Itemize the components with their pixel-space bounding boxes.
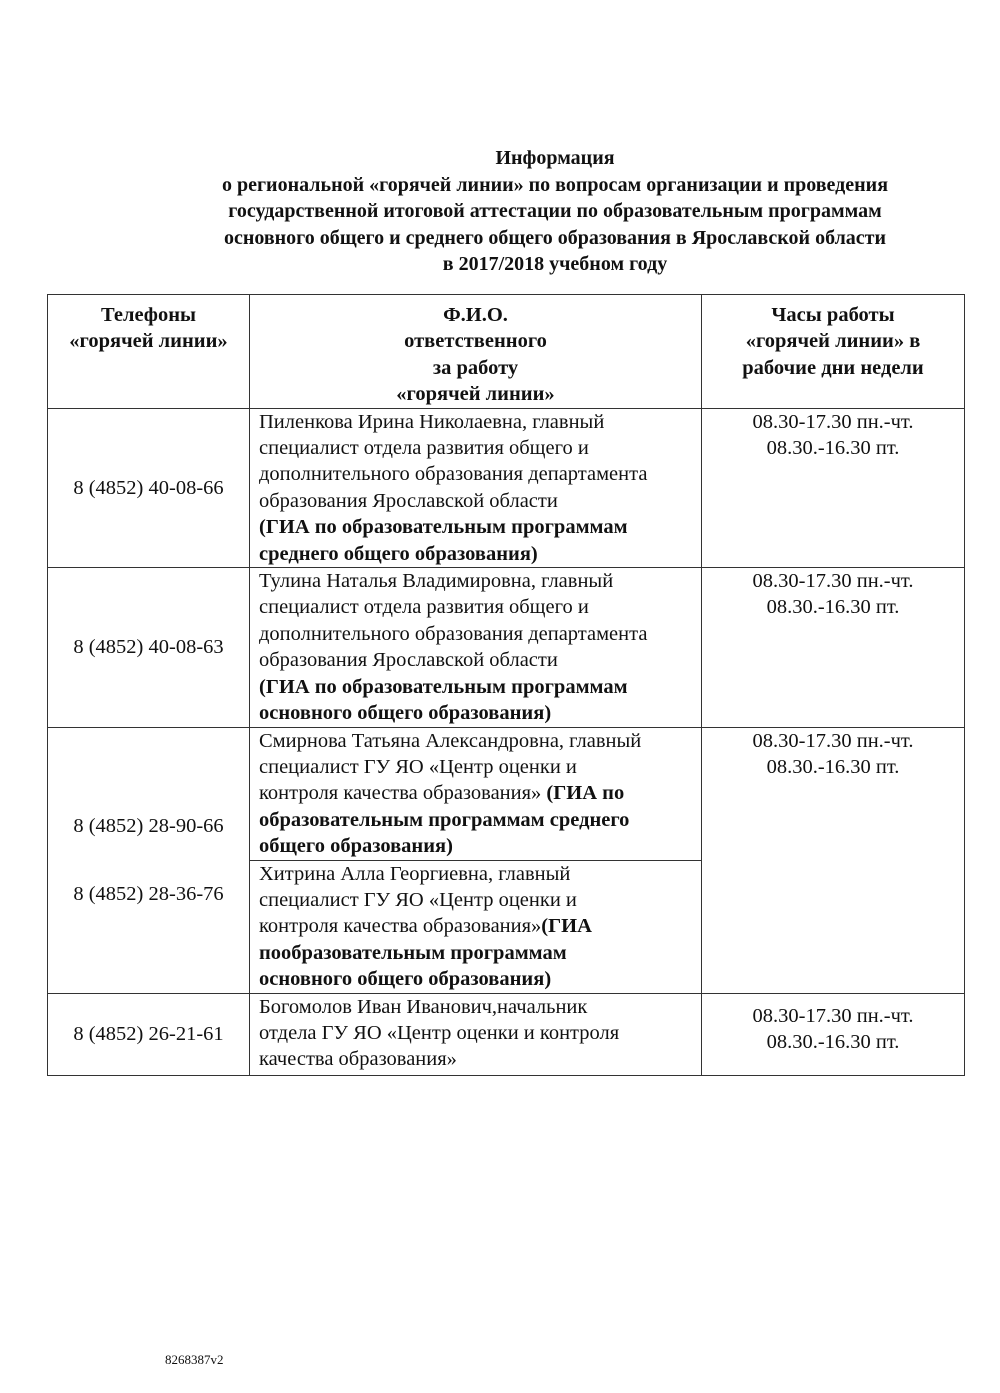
table-header-row	[48, 295, 965, 409]
hotline-table	[47, 294, 965, 1076]
title-line-1: Информация	[495, 147, 615, 169]
header-hours: Часы работы «горячей линии» в рабочие дни недели	[702, 295, 965, 409]
header-phones: Телефоны «горячей линии»	[48, 295, 250, 409]
title-line-4: основного общего и среднего общего образования в Ярославской области	[223, 226, 887, 249]
title-line-3: государственной итоговой аттестации по образовательным программам	[228, 200, 882, 222]
title-line-2: о региональной «горячей линии» по вопросам организации и проведения	[221, 173, 889, 196]
person-cell: Смирнова Татьяна Александровна, главный специалист ГУ ЯО «Центр оценки и контроля качества образования» (ГИА по образовательным программам среднего общего образования)	[250, 727, 702, 860]
table-row	[48, 993, 965, 1075]
hours-cell: 08.30-17.30 пн.-чт. 08.30.-16.30 пт.	[702, 408, 965, 567]
document-id: 8268387v2	[165, 1352, 224, 1367]
phone-cell: 8 (4852) 40-08-66	[48, 408, 250, 567]
person-cell: Тулина Наталья Владимировна, главный специалист отдела развития общего и дополнительного образования департамента образования Ярославской области (ГИА по образовательным программам основного общего образования)	[250, 568, 702, 727]
phone-cell: 8 (4852) 28-90-66 8 (4852) 28-36-76	[48, 727, 250, 993]
person-cell: Богомолов Иван Иванович,начальник отдела ГУ ЯО «Центр оценки и контроля качества образования»	[250, 993, 702, 1075]
document-title	[60, 145, 1000, 278]
person-cell: Хитрина Алла Георгиевна, главный специалист ГУ ЯО «Центр оценки и контроля качества образования»(ГИА пообразовательным программам основного общего образования)	[250, 860, 702, 993]
hours-cell: 08.30-17.30 пн.-чт. 08.30.-16.30 пт.	[702, 993, 965, 1075]
person-cell: Пиленкова Ирина Николаевна, главный специалист отдела развития общего и дополнительного образования департамента образования Ярославской области (ГИА по образовательным программам среднего общего образования)	[250, 408, 702, 567]
title-line-5: в 2017/2018 учебном году	[442, 253, 668, 275]
phone-cell: 8 (4852) 40-08-63	[48, 568, 250, 727]
phone-cell: 8 (4852) 26-21-61	[48, 993, 250, 1075]
hours-cell: 08.30-17.30 пн.-чт. 08.30.-16.30 пт.	[702, 727, 965, 993]
header-person: Ф.И.О. ответственного за работу «горячей линии»	[250, 295, 702, 409]
table-row	[48, 568, 965, 727]
hours-cell: 08.30-17.30 пн.-чт. 08.30.-16.30 пт.	[702, 568, 965, 727]
table-row	[48, 727, 965, 860]
table-row	[48, 408, 965, 567]
